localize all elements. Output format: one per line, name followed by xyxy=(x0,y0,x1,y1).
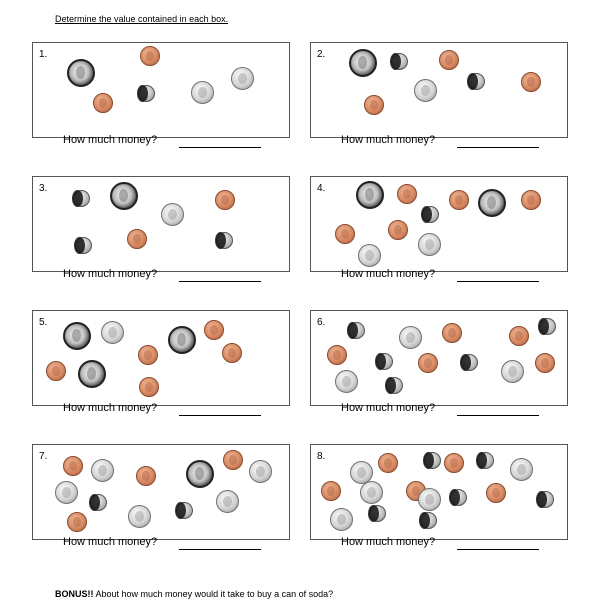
box-number: 5. xyxy=(39,317,48,328)
penny-icon xyxy=(449,190,469,210)
dime-icon xyxy=(138,85,155,102)
quarter-icon xyxy=(478,189,506,217)
dime-icon xyxy=(468,73,485,90)
box-number: 6. xyxy=(317,317,326,328)
nickel-icon xyxy=(335,370,358,393)
dime-icon xyxy=(75,237,92,254)
penny-icon xyxy=(378,453,398,473)
coin-box-8 xyxy=(310,444,568,548)
quarter-icon xyxy=(110,182,138,210)
coin-box-3 xyxy=(32,176,290,280)
nickel-icon xyxy=(418,233,441,256)
dime-icon xyxy=(450,489,467,506)
coin-box-6 xyxy=(310,310,568,414)
penny-icon xyxy=(63,456,83,476)
dime-icon xyxy=(539,318,556,335)
penny-icon xyxy=(397,184,417,204)
nickel-icon xyxy=(101,321,124,344)
answer-blank[interactable] xyxy=(179,147,261,148)
nickel-icon xyxy=(330,508,353,531)
quarter-icon xyxy=(63,322,91,350)
dime-icon xyxy=(477,452,494,469)
nickel-icon xyxy=(501,360,524,383)
dime-icon xyxy=(73,190,90,207)
penny-icon xyxy=(204,320,224,340)
penny-icon xyxy=(138,345,158,365)
nickel-icon xyxy=(55,481,78,504)
penny-icon xyxy=(521,72,541,92)
nickel-icon xyxy=(358,244,381,267)
bonus-question xyxy=(55,589,333,599)
instructions: Determine the value contained in each box. xyxy=(55,14,229,24)
penny-icon xyxy=(93,93,113,113)
how-much-question: How much money? xyxy=(63,134,158,146)
penny-icon xyxy=(388,220,408,240)
dime-icon xyxy=(537,491,554,508)
box-number: 1. xyxy=(39,49,48,60)
penny-icon xyxy=(223,450,243,470)
nickel-icon xyxy=(360,481,383,504)
coin-box-2 xyxy=(310,42,568,146)
nickel-icon xyxy=(399,326,422,349)
dime-icon xyxy=(216,232,233,249)
penny-icon xyxy=(46,361,66,381)
dime-icon xyxy=(369,505,386,522)
dime-icon xyxy=(348,322,365,339)
coin-box-4 xyxy=(310,176,568,280)
penny-icon xyxy=(521,190,541,210)
box-number: 7. xyxy=(39,451,48,462)
penny-icon xyxy=(535,353,555,373)
answer-blank[interactable] xyxy=(179,549,261,550)
nickel-icon xyxy=(91,459,114,482)
answer-blank[interactable] xyxy=(457,147,539,148)
dime-icon xyxy=(386,377,403,394)
nickel-icon xyxy=(191,81,214,104)
penny-icon xyxy=(335,224,355,244)
nickel-icon xyxy=(161,203,184,226)
penny-icon xyxy=(327,345,347,365)
how-much-question: How much money? xyxy=(63,402,158,414)
dime-icon xyxy=(422,206,439,223)
answer-blank[interactable] xyxy=(457,549,539,550)
penny-icon xyxy=(140,46,160,66)
answer-blank[interactable] xyxy=(457,281,539,282)
penny-icon xyxy=(136,466,156,486)
penny-icon xyxy=(442,323,462,343)
quarter-icon xyxy=(356,181,384,209)
how-much-question: How much money? xyxy=(63,536,158,548)
dime-icon xyxy=(461,354,478,371)
quarter-icon xyxy=(168,326,196,354)
quarter-icon xyxy=(186,460,214,488)
dime-icon xyxy=(176,502,193,519)
nickel-icon xyxy=(418,488,441,511)
quarter-icon xyxy=(349,49,377,77)
penny-icon xyxy=(127,229,147,249)
answer-blank[interactable] xyxy=(457,415,539,416)
penny-icon xyxy=(139,377,159,397)
how-much-question: How much money? xyxy=(341,536,436,548)
box-number: 3. xyxy=(39,183,48,194)
penny-icon xyxy=(67,512,87,532)
how-much-question: How much money? xyxy=(341,268,436,280)
box-number: 4. xyxy=(317,183,326,194)
dime-icon xyxy=(391,53,408,70)
bonus-text: About how much money would it take to buy a can of soda? xyxy=(95,589,334,599)
penny-icon xyxy=(444,453,464,473)
bonus-label: BONUS!! xyxy=(55,589,94,599)
penny-icon xyxy=(418,353,438,373)
dime-icon xyxy=(376,353,393,370)
coin-box-5 xyxy=(32,310,290,414)
penny-icon xyxy=(215,190,235,210)
penny-icon xyxy=(321,481,341,501)
box-number: 8. xyxy=(317,451,326,462)
penny-icon xyxy=(439,50,459,70)
nickel-icon xyxy=(249,460,272,483)
dime-icon xyxy=(90,494,107,511)
coin-box-7 xyxy=(32,444,290,548)
nickel-icon xyxy=(414,79,437,102)
quarter-icon xyxy=(67,59,95,87)
nickel-icon xyxy=(216,490,239,513)
answer-blank[interactable] xyxy=(179,281,261,282)
how-much-question: How much money? xyxy=(341,134,436,146)
how-much-question: How much money? xyxy=(63,268,158,280)
coin-box-1 xyxy=(32,42,290,146)
answer-blank[interactable] xyxy=(179,415,261,416)
nickel-icon xyxy=(128,505,151,528)
nickel-icon xyxy=(231,67,254,90)
how-much-question: How much money? xyxy=(341,402,436,414)
penny-icon xyxy=(364,95,384,115)
dime-icon xyxy=(420,512,437,529)
nickel-icon xyxy=(510,458,533,481)
penny-icon xyxy=(222,343,242,363)
quarter-icon xyxy=(78,360,106,388)
box-number: 2. xyxy=(317,49,326,60)
dime-icon xyxy=(424,452,441,469)
penny-icon xyxy=(509,326,529,346)
penny-icon xyxy=(486,483,506,503)
